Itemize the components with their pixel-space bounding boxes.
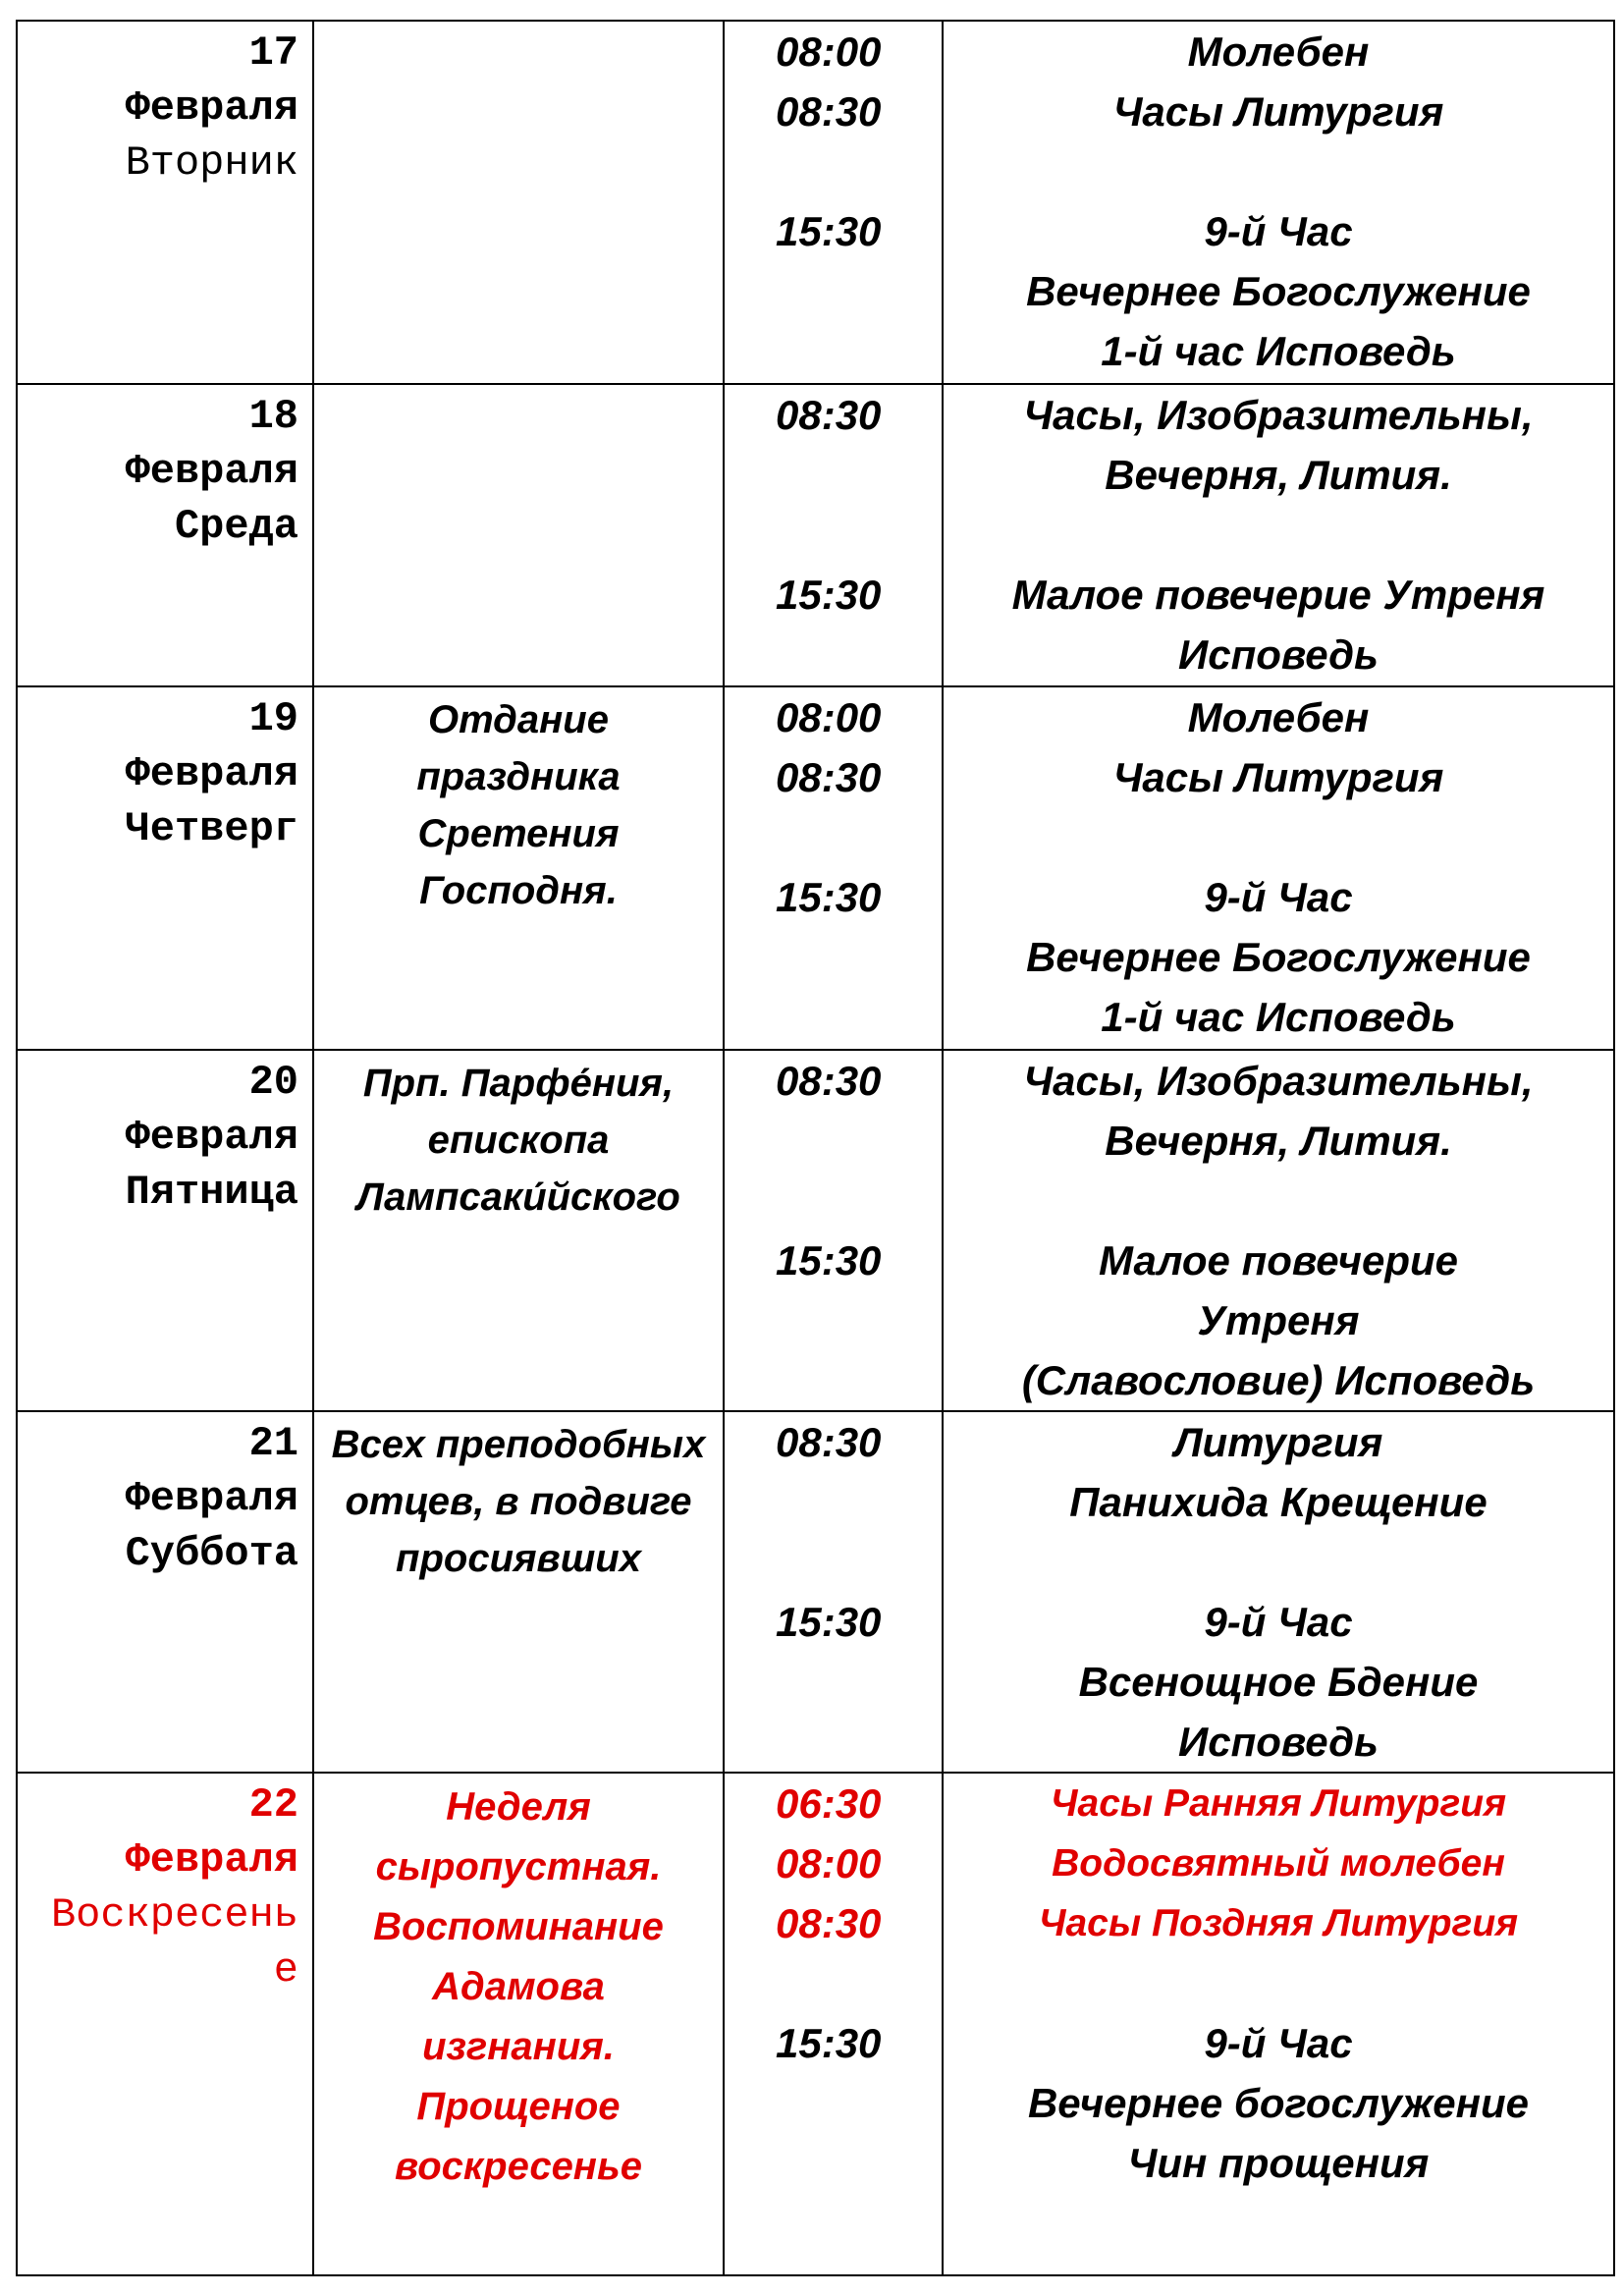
service-entry: Часы Литургия xyxy=(1112,754,1444,800)
schedule-row-sunday xyxy=(17,1773,1614,2275)
day-number: 21 xyxy=(248,1420,298,1467)
service-entry: Вечерня, Лития. xyxy=(1105,452,1452,498)
time-entry: 08:30 xyxy=(776,754,882,800)
feast-cell xyxy=(313,21,724,384)
feast-line: епископа xyxy=(427,1119,610,1162)
time-entry xyxy=(776,1111,942,1171)
month-name: Февраля xyxy=(125,1475,298,1522)
services-cell xyxy=(943,686,1614,1050)
feast-line: праздника xyxy=(416,755,621,798)
service-entry: 1-й час Исповедь xyxy=(1101,328,1456,374)
feast-text xyxy=(314,22,723,26)
schedule-row xyxy=(17,384,1614,686)
schedule-row xyxy=(17,1411,1614,1773)
times-cell xyxy=(724,686,943,1050)
time-entry: 15:30 xyxy=(776,1237,882,1284)
service-entry xyxy=(944,807,1613,867)
service-entry: 9-й Час xyxy=(1204,208,1353,254)
service-entry: 9-й Час xyxy=(1204,2020,1353,2066)
schedule-row xyxy=(17,21,1614,384)
feast-line: отцев, в подвиге xyxy=(345,1480,692,1523)
service-entry: Литургия xyxy=(1173,1419,1383,1465)
services-cell xyxy=(943,1411,1614,1773)
feast-line: просиявших xyxy=(396,1537,641,1580)
month-name: Февраля xyxy=(125,750,298,797)
service-entry: Панихида Крещение xyxy=(1069,1479,1488,1525)
service-entry: Вечернее Богослужение xyxy=(1026,268,1531,314)
feast-line: Всех преподобных xyxy=(331,1423,706,1466)
service-entry: Молебен xyxy=(1187,694,1370,740)
feast-line: Адамова xyxy=(432,1965,605,2008)
service-entry: Часы, Изобразительны, xyxy=(1023,392,1534,438)
time-entry: 15:30 xyxy=(776,2020,882,2066)
schedule-row xyxy=(17,1050,1614,1411)
feast-line: Отдание xyxy=(428,698,609,741)
service-entry: Часы Поздняя Литургия xyxy=(1038,1902,1519,1944)
time-entry xyxy=(776,1472,942,1532)
day-number: 18 xyxy=(248,393,298,440)
feast-line: сыропустная. xyxy=(375,1845,662,1888)
schedule-row xyxy=(17,686,1614,1050)
feast-cell xyxy=(313,1773,724,2275)
time-entry xyxy=(776,807,942,867)
date-cell xyxy=(17,1773,313,2275)
time-entry: 08:30 xyxy=(776,88,882,135)
feast-text xyxy=(314,1774,723,2197)
feast-line: Господня. xyxy=(419,869,618,912)
date-cell xyxy=(17,21,313,384)
time-entry: 15:30 xyxy=(776,208,882,254)
month-name: Февраля xyxy=(125,1836,298,1884)
time-entry: 08:00 xyxy=(776,1840,882,1886)
feast-line: Лампсаки́йского xyxy=(356,1175,680,1219)
service-entry: Молебен xyxy=(1187,28,1370,75)
date-cell xyxy=(17,686,313,1050)
services-cell xyxy=(943,1050,1614,1411)
service-entry xyxy=(944,1171,1613,1230)
weekday: Воскресенье xyxy=(50,1891,298,1994)
feast-text xyxy=(314,687,723,919)
feast-text xyxy=(314,1051,723,1226)
feast-cell xyxy=(313,1050,724,1411)
service-entry: 9-й Час xyxy=(1204,874,1353,920)
services-cell xyxy=(943,1773,1614,2275)
feast-line: Неделя xyxy=(446,1785,591,1829)
service-entry: Водосвятный молебен xyxy=(1052,1842,1505,1885)
day-number: 17 xyxy=(248,29,298,77)
service-entry: Исповедь xyxy=(1178,631,1379,678)
times-cell xyxy=(724,1050,943,1411)
times-cell xyxy=(724,1773,943,2275)
date-cell xyxy=(17,384,313,686)
feast-line: Воспоминание xyxy=(373,1905,664,1948)
time-entry xyxy=(776,445,942,505)
weekday: Среда xyxy=(174,503,298,550)
services-cell xyxy=(943,384,1614,686)
month-name: Февраля xyxy=(125,448,298,495)
service-entry: Малое повечерие Утреня xyxy=(1011,572,1545,618)
feast-line: изгнания. xyxy=(422,2025,615,2068)
feast-line: Прощеное xyxy=(416,2085,621,2128)
service-entry xyxy=(944,505,1613,565)
feast-line: воскресенье xyxy=(395,2145,642,2188)
weekday: Четверг xyxy=(125,805,298,852)
weekday: Пятница xyxy=(125,1169,298,1216)
service-entry: Исповедь xyxy=(1178,1719,1379,1765)
service-entry xyxy=(944,1532,1613,1592)
feast-text xyxy=(314,385,723,389)
time-entry xyxy=(776,1171,942,1230)
time-entry xyxy=(776,1532,942,1592)
feast-cell xyxy=(313,384,724,686)
service-entry: Часы, Изобразительны, xyxy=(1023,1058,1534,1104)
service-entry: Чин прощения xyxy=(1127,2140,1430,2186)
service-entry: (Славословие) Исповедь xyxy=(1021,1357,1536,1403)
time-entry: 06:30 xyxy=(776,1780,882,1827)
service-entry: 9-й Час xyxy=(1204,1599,1353,1645)
service-entry: Утреня xyxy=(1197,1297,1360,1343)
feast-line: Прп. Парфе́ния, xyxy=(362,1062,675,1105)
time-entry: 15:30 xyxy=(776,572,882,618)
month-name: Февраля xyxy=(125,84,298,132)
service-entry xyxy=(944,141,1613,201)
time-entry xyxy=(776,505,942,565)
time-entry: 08:30 xyxy=(776,1900,882,1946)
time-entry: 08:00 xyxy=(776,694,882,740)
service-entry: Часы Ранняя Литургия xyxy=(1050,1782,1507,1825)
services-cell xyxy=(943,21,1614,384)
feast-text xyxy=(314,1412,723,1587)
service-entry xyxy=(944,1953,1613,2013)
times-cell xyxy=(724,1411,943,1773)
service-entry: Часы Литургия xyxy=(1112,88,1444,135)
service-entry: Вечернее богослужение xyxy=(1027,2080,1530,2126)
date-cell xyxy=(17,1050,313,1411)
service-entry: Малое повечерие xyxy=(1098,1237,1459,1284)
time-entry xyxy=(776,1953,942,2013)
feast-cell xyxy=(313,686,724,1050)
time-entry: 15:30 xyxy=(776,874,882,920)
time-entry: 08:30 xyxy=(776,1058,882,1104)
times-cell xyxy=(724,21,943,384)
month-name: Февраля xyxy=(125,1114,298,1161)
time-entry: 08:30 xyxy=(776,1419,882,1465)
service-entry: Всенощное Бдение xyxy=(1078,1659,1479,1705)
service-entry: Вечернее Богослужение xyxy=(1026,934,1531,980)
service-entry: 1-й час Исповедь xyxy=(1101,994,1456,1040)
day-number: 22 xyxy=(248,1781,298,1829)
schedule-body xyxy=(17,21,1614,2275)
weekday: Суббота xyxy=(125,1530,298,1577)
time-entry: 08:30 xyxy=(776,392,882,438)
time-entry: 15:30 xyxy=(776,1599,882,1645)
weekday: Вторник xyxy=(125,139,298,187)
time-entry xyxy=(776,141,942,201)
times-cell xyxy=(724,384,943,686)
day-number: 19 xyxy=(248,695,298,742)
service-entry: Вечерня, Лития. xyxy=(1105,1118,1452,1164)
schedule-table xyxy=(16,20,1615,2276)
date-cell xyxy=(17,1411,313,1773)
feast-line: Сретения xyxy=(417,812,620,855)
time-entry: 08:00 xyxy=(776,28,882,75)
day-number: 20 xyxy=(248,1059,298,1106)
feast-cell xyxy=(313,1411,724,1773)
